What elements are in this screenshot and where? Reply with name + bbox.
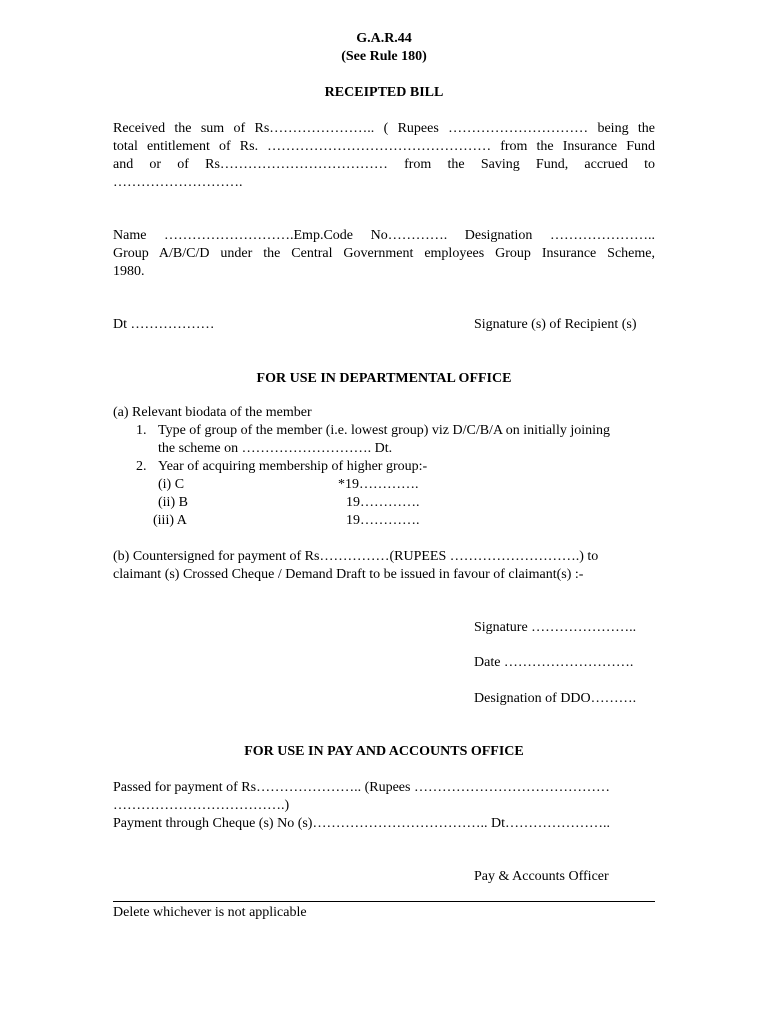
countersigned-line-1: (b) Countersigned for payment of Rs……………(RUPEES ……………………….) to [113,549,599,564]
item-1-number: 1. [136,423,147,438]
receipt-line-4: ………………………. [113,175,243,190]
group-year: *19…………. [338,477,419,492]
pao-line-1: Passed for payment of Rs………………….. (Rupees …………………………………… [113,780,610,795]
employee-line-3: 1980. [113,264,145,279]
employee-line-1: Name ……………………….Emp.Code No…………. Designation ………………….. [113,228,655,243]
pay-accounts-officer: Pay & Accounts Officer [474,869,609,884]
ddo-signature: Signature ………………….. [474,620,637,635]
receipt-line-2: total entitlement of Rs. ………………………………………… from the Insurance Fund [113,139,655,154]
rule-reference: (See Rule 180) [341,49,427,64]
form-title: RECEIPTED BILL [324,85,444,100]
item-2-text: Year of acquiring membership of higher group:- [158,459,428,474]
group-label: (i) C [158,477,185,492]
item-2-number: 2. [136,459,147,474]
pao-line-2: ……………………………….) [113,798,290,813]
ddo-designation: Designation of DDO………. [474,691,637,706]
departmental-heading: FOR USE IN DEPARTMENTAL OFFICE [256,371,512,386]
footer-divider [113,901,655,902]
ddo-date: Date ………………………. [474,655,634,670]
item-1-line-2: the scheme on ………………………. Dt. [158,441,393,456]
form-number: G.A.R.44 [356,31,412,46]
employee-line-2: Group A/B/C/D under the Central Government employees Group Insurance Scheme, [113,246,655,261]
countersigned-line-2: claimant (s) Crossed Cheque / Demand Draft to be issued in favour of claimant(s) :- [113,567,584,582]
pao-heading: FOR USE IN PAY AND ACCOUNTS OFFICE [244,744,524,759]
recipient-signature: Signature (s) of Recipient (s) [474,317,637,332]
receipt-line-1: Received the sum of Rs………………….. ( Rupees ………………………… being the [113,121,655,136]
group-year: 19…………. [346,513,420,528]
footer-note: Delete whichever is not applicable [113,905,307,920]
group-label: (ii) B [158,495,188,510]
pao-line-3: Payment through Cheque (s) No (s)……………………………….. Dt………………….. [113,816,610,831]
item-1-line-1: Type of group of the member (i.e. lowest group) viz D/C/B/A on initially joining [158,423,611,438]
biodata-item-a: (a) Relevant biodata of the member [113,405,312,420]
recipient-date: Dt ……………… [113,317,215,332]
group-label: (iii) A [153,513,187,528]
receipt-line-3: and or of Rs……………………………… from the Saving Fund, accrued to [113,157,655,172]
group-year: 19…………. [346,495,420,510]
